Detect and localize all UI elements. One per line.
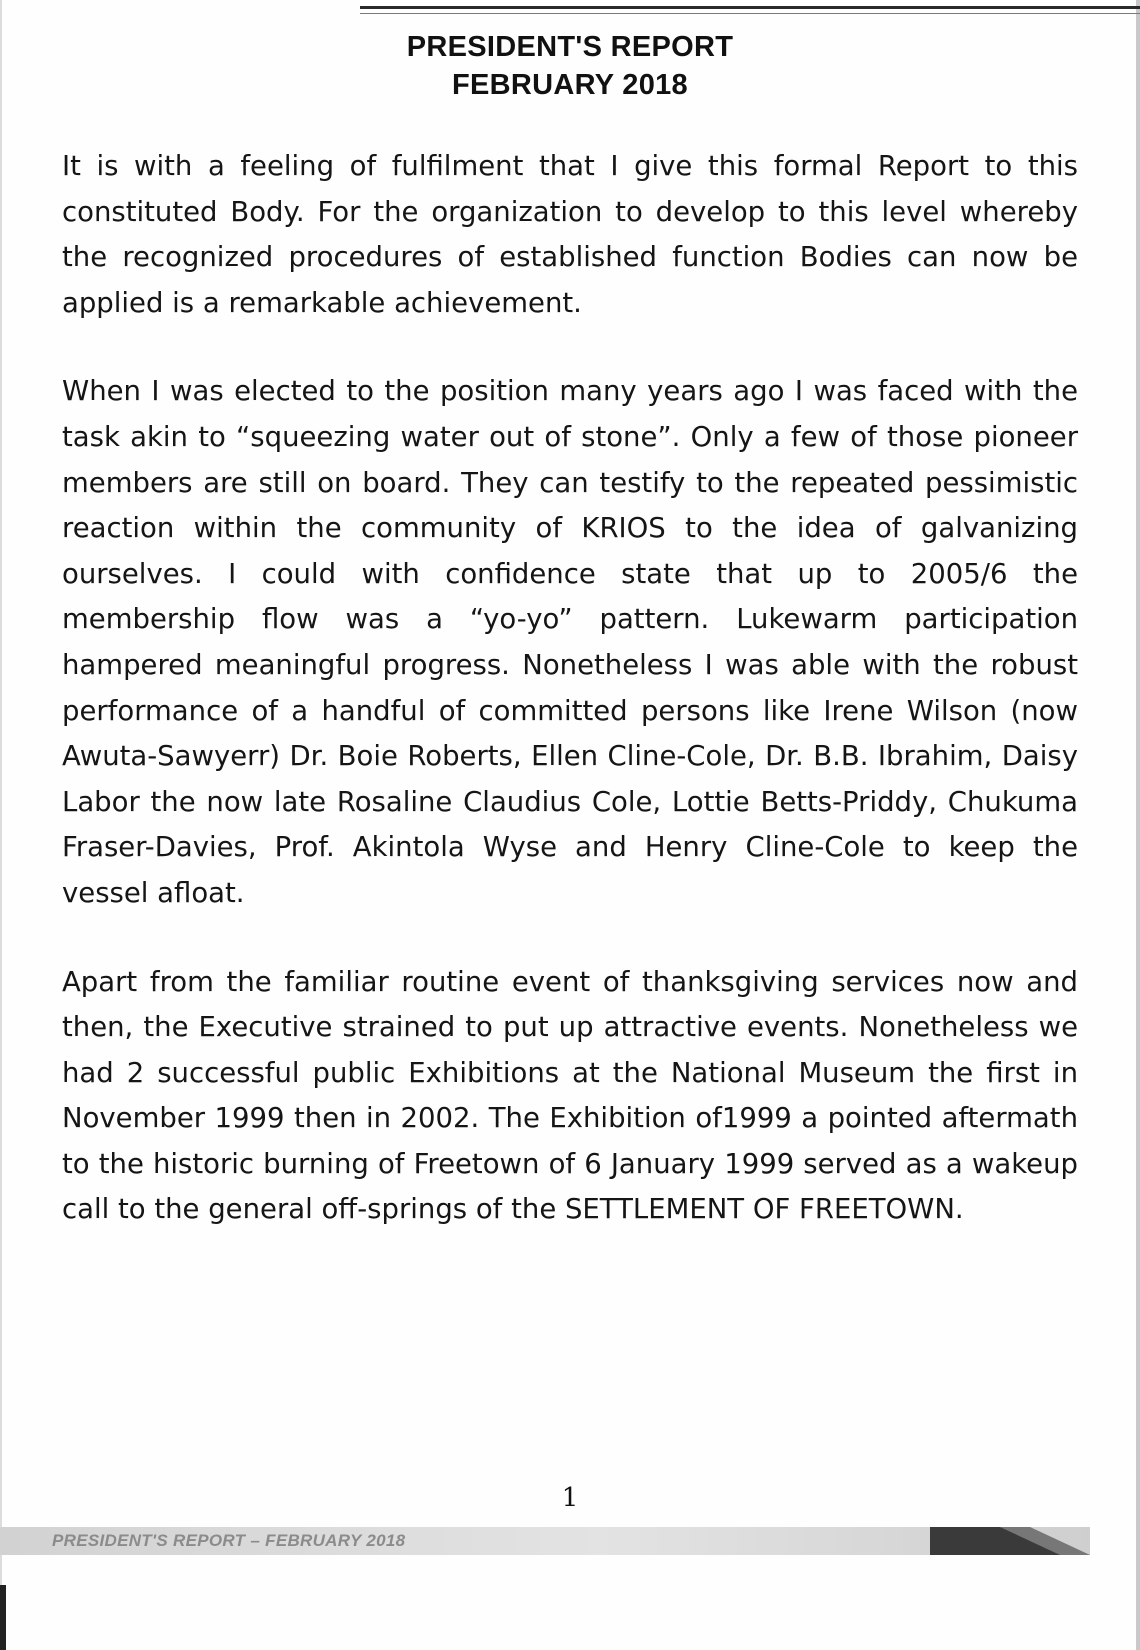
report-title-line-2: FEBRUARY 2018 [452, 69, 688, 101]
body-paragraph-2: When I was elected to the position many years ago I was faced with the task akin to “squeezing water out of stone”. Only a few of those pioneer members are still on board. They can testify to the repeated pessimistic reaction within the community of KRIOS to the idea of galvanizing ourselves. I could with confidence state that up to 2005/6 the membership flow was a “yo-yo” pattern. Lukewarm participation hampered meaningful progress. Nonetheless I was able with the robust performance of a handful of committed persons like Irene Wilson (now Awuta-Sawyerr) Dr. Boie Roberts, Ellen Cline-Cole, Dr. B.B. Ibrahim, Daisy Labor the now late Rosaline Claudius Cole, Lottie Betts-Priddy, Chukuma Fraser-Davies, Prof. Akintola Wyse and Henry Cline-Cole to keep the vessel afloat. [62, 375, 1078, 909]
top-rule-thin [360, 13, 1140, 14]
top-rule-thick [360, 6, 1140, 9]
page-binding-mark [0, 1585, 6, 1650]
body-paragraph-3: Apart from the familiar routine event of thanksgiving services now and then, the Executive strained to put up attractive events. Nonetheless we had 2 successful public Exhibitions at the National Museum the first in November 1999 then in 2002. The Exhibition of1999 a pointed aftermath to the historic burning of Freetown of 6 January 1999 served as a wakeup call to the general off-springs of the SETTLEMENT OF FREETOWN. [62, 965, 1078, 1226]
footer-arrow-graphic [930, 1525, 1090, 1557]
report-title [0, 28, 1140, 104]
footer-running-title: PRESIDENT'S REPORT – FEBRUARY 2018 [52, 1531, 406, 1550]
page-number: 1 [561, 1483, 579, 1513]
report-body [62, 144, 1078, 1276]
body-paragraph-1: It is with a feeling of fulfilment that I give this formal Report to this constituted Body. For the organization to develop to this level whereby the recognized procedures of established function Bodies can now be applied is a remarkable achievement. [62, 150, 1078, 319]
page-right-edge [1136, 0, 1140, 1650]
report-title-line-1: PRESIDENT'S REPORT [406, 31, 734, 63]
page-left-edge [0, 0, 2, 1650]
